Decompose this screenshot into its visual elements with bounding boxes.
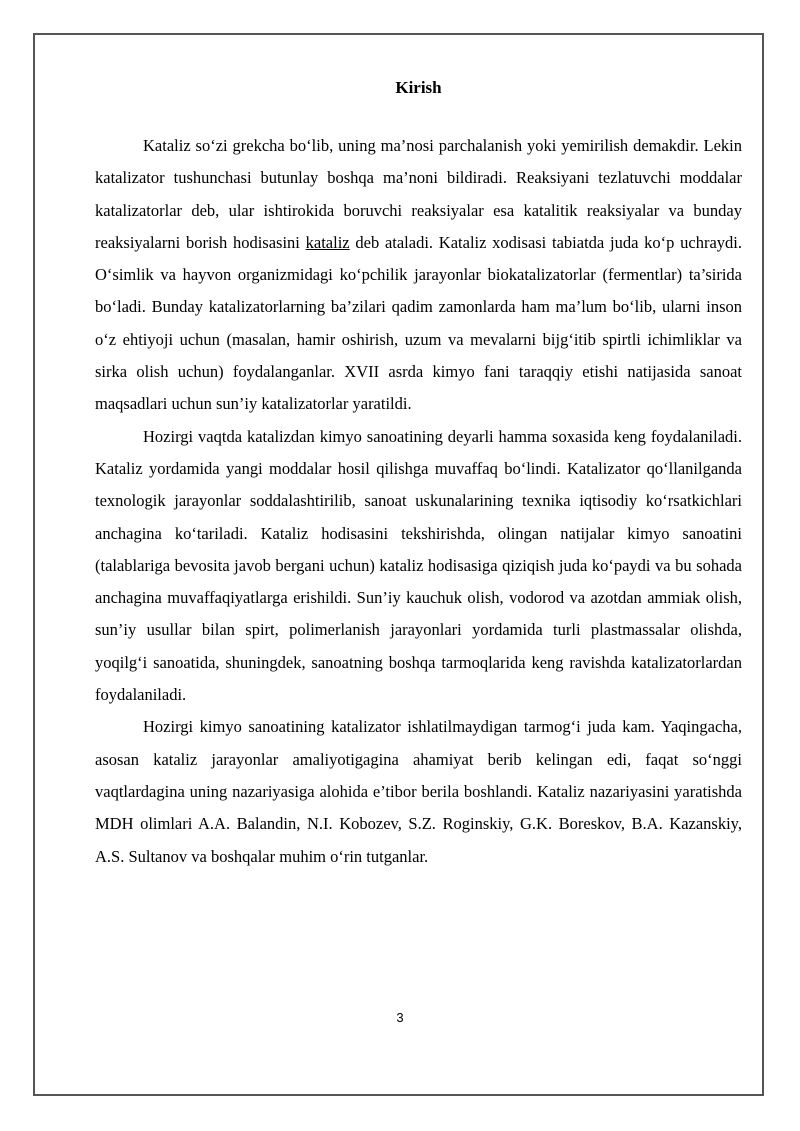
page-title: Kirish bbox=[395, 78, 442, 97]
underlined-term: kataliz bbox=[305, 232, 350, 252]
paragraph-intro bbox=[95, 130, 742, 421]
paragraph-theory: Hozirgi kimyo sanoatining katalizator ishlatilmaydigan tarmog‘i juda kam. Yaqingacha, asosan kataliz jarayonlar amaliyotigagina ahamiyat berib kelingan edi, faqat so‘nggi vaqtlardagina uning nazariyasiga alohida e’tibor berila boshlandi. Kataliz nazariyasini yaratishda MDH olimlari A.A. Balandin, N.I. Kobozev, S.Z. Roginskiy, G.K. Boreskov, B.A. Kazanskiy, A.S. Sultanov va boshqalar muhim o‘rin tutganlar. bbox=[95, 717, 742, 866]
document-body bbox=[95, 72, 742, 873]
paragraph-intro-text-start: Kataliz so‘zi grekcha bo‘lib, uning ma’nosi parchalanish yoki yemirilish demakdir. Lekin katalizator tushunchasi butunlay boshqa ma’noni bildiradi. Reaksiyani tezlatuvchi moddalar katalizatorlar deb, ular ishtirokida boruvchi reaksiyalar esa katalitik reaksiyalar va bunday reaksiyalarni borish hodisasini bbox=[95, 136, 742, 252]
page-number: 3 bbox=[396, 1010, 404, 1025]
paragraph-intro-text-end: deb ataladi. Kataliz xodisasi tabiatda juda ko‘p uchraydi. O‘simlik va hayvon organizmidagi ko‘pchilik jarayonlar biokatalizatorlar (fermentlar) ta’sirida bo‘ladi. Bunday katalizatorlarning ba’zilari qadim zamonlarda ham ma’lum bo‘lib, ularni inson o‘z ehtiyoji uchun (masalan, hamir oshirish, uzum va mevalarni bijg‘itib spirtli ichimliklar va sirka olish uchun) foydalanganlar. XVII asrda kimyo fani taraqqiy etishi natijasida sanoat maqsadlari uchun sun’iy katalizatorlar yaratildi. bbox=[95, 232, 742, 414]
paragraph-applications: Hozirgi vaqtda katalizdan kimyo sanoatining deyarli hamma soxasida keng foydalaniladi. Kataliz yordamida yangi moddalar hosil qilishga muvaffaq bo‘lindi. Katalizator qo‘llanilganda texnologik jarayonlar soddalashtirilib, sanoat uskunalarining texnika iqtisodiy ko‘rsatkichlari anchagina ko‘tariladi. Kataliz hodisasini tekshirishda, olingan natijalar kimyo sanoatini (talablariga bevosita javob bergani uchun) kataliz hodisasiga qiziqish juda ko‘paydi va bu sohada anchagina muvaffaqiyatlarga erishildi. Sun’iy kauchuk olish, vodorod va azotdan ammiak olish, sun’iy usullar bilan spirt, polimerlanish jarayonlari yordamida turli plastmassalar olishda, yoqilg‘i sanoatida, shuningdek, sanoatning boshqa tarmoqlarida keng ravishda katalizatorlardan foydalaniladi. bbox=[95, 426, 742, 705]
